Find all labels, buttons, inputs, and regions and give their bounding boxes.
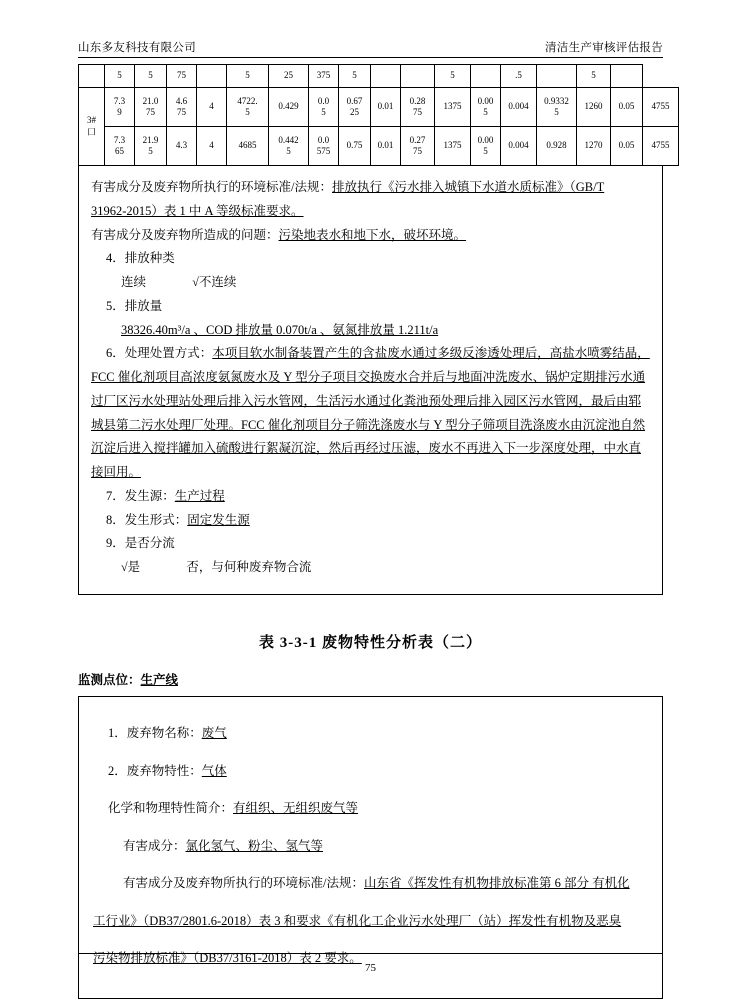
monitor-point (78, 670, 663, 688)
page-header (78, 0, 663, 58)
treatment-value-l3: 过厂区污水处理站处理后排入污水管网，生活污水通过化粪池预处理后排入园区污水管网，最后由郓 (91, 393, 642, 408)
item-6-line2 (91, 366, 650, 390)
cell: 7.3 9 (105, 88, 135, 127)
monitor-point-label: 监测点位： (78, 672, 141, 687)
cell: 0.01 (371, 88, 401, 127)
cell: 75 (167, 65, 197, 88)
cell: 0.05 (611, 127, 643, 166)
standards2-label: 有害成分及废弃物所执行的环境标准/法规： (123, 876, 364, 891)
cell: 0.928 (537, 127, 577, 166)
page-footer (78, 953, 663, 974)
standards-label: 有害成分及废弃物所执行的环境标准/法规： (91, 180, 332, 194)
chem-phys-line (93, 796, 648, 821)
cell: 5 (105, 65, 135, 88)
standards-value-line2: 31962-2015）表 1 中 A 等级标准要求。 (91, 203, 304, 218)
cell: 1260 (577, 88, 611, 127)
item-7-line (91, 485, 650, 509)
cell: 5 (435, 65, 471, 88)
header-report-title: 清洁生产审核评估报告 (545, 42, 663, 54)
standards2-value-l1: 山东省《挥发性有机物排放标准第 6 部分 有机化 (363, 876, 630, 891)
item-6-line3 (91, 390, 650, 414)
item-6-line6 (91, 461, 650, 485)
page-title: 表 3-3-1 废物特性分析表（二） (259, 634, 482, 651)
cell: 0.429 (269, 88, 309, 127)
waste-property-line (93, 759, 648, 784)
item-4-title: 4．排放种类 (106, 251, 175, 266)
standards2-line2 (93, 909, 648, 934)
item-6-line4 (91, 414, 650, 438)
item-9-options (91, 556, 650, 580)
cell: 4755 (643, 88, 679, 127)
cell: 0.67 25 (339, 88, 371, 127)
table-row (79, 88, 679, 127)
row-label (79, 65, 105, 88)
option-discontinuous: 不连续 (198, 275, 237, 289)
treatment-label: 6．处理处置方式： (106, 346, 213, 361)
cell: 0.75 (339, 127, 371, 166)
cell: 4.3 (167, 127, 197, 166)
cell: 0.05 (611, 88, 643, 127)
cell: 0.0 5 (309, 88, 339, 127)
cell: 0.27 75 (401, 127, 435, 166)
waste-characteristics-box-1 (78, 166, 663, 595)
item-6-line5 (91, 437, 650, 461)
waste-name-value: 废气 (201, 726, 227, 741)
table-row (79, 65, 679, 88)
cell: 0.01 (371, 127, 401, 166)
option-yes: 是 (127, 560, 141, 574)
cell: 5 (577, 65, 611, 88)
cell (471, 65, 501, 88)
standards-line (91, 176, 650, 200)
harmful-components-label: 有害成分： (123, 838, 186, 853)
item-5-title: 5．排放量 (106, 298, 163, 313)
cell: 4 (197, 127, 227, 166)
cell (537, 65, 577, 88)
waste-name-line (93, 721, 648, 746)
chem-phys-value: 有组织、无组织废气等 (233, 801, 359, 816)
cell: .5 (501, 65, 537, 88)
treatment-value-l2: FCC 催化剂项目高浓度氨氮废水及 Y 型分子项目交换废水合并后与地面冲洗废水、锅炉定期排污水通 (91, 370, 646, 384)
option-continuous: 连续 (121, 275, 147, 289)
footer-divider (78, 953, 663, 954)
table-row (79, 127, 679, 166)
cell: 0.004 (501, 127, 537, 166)
treatment-value-l4: 城县第二污水处理厂处理。FCC 催化剂项目分子筛洗涤废水与 Y 型分子筛项目洗涤废水由沉淀池自然 (91, 417, 646, 432)
problems-value: 污染地表水和地下水，破坏环境。 (278, 227, 467, 242)
cell: 4.6 75 (167, 88, 197, 127)
discharge-amount-value: 38326.40m³/a 、COD 排放量 0.070t/a 、氨氮排放量 1.211t/a (121, 322, 439, 337)
item-6-line (91, 342, 650, 366)
waste-property-value: 气体 (201, 763, 227, 778)
form-label: 8．发生形式： (106, 512, 188, 527)
cell: 1270 (577, 127, 611, 166)
cell (611, 65, 643, 88)
treatment-value-l6: 接回用。 (91, 465, 142, 479)
cell: 1375 (435, 127, 471, 166)
header-divider (78, 57, 663, 58)
cell: 5 (227, 65, 269, 88)
cell: 1375 (435, 88, 471, 127)
problems-label: 有害成分及废弃物所造成的问题： (91, 227, 279, 242)
source-value: 生产过程 (174, 488, 225, 503)
cell: 4685 (227, 127, 269, 166)
item-4-options (91, 271, 650, 295)
monitor-point-value: 生产线 (140, 672, 179, 687)
cell: 4 (197, 88, 227, 127)
cell: 21.0 75 (135, 88, 167, 127)
item-8-line (91, 509, 650, 533)
measurement-data-table (78, 64, 679, 166)
page-number: 75 (365, 962, 376, 974)
waste-property-label: 2．废弃物特性： (108, 763, 202, 778)
cell: 4722. 5 (227, 88, 269, 127)
standards2-value-l3: 污染物排放标准》（DB37/3161-2018）表 2 要求。 (93, 951, 362, 966)
cell: 21.9 5 (135, 127, 167, 166)
cell (371, 65, 401, 88)
cell: 0.00 5 (471, 88, 501, 127)
cell: 0.28 75 (401, 88, 435, 127)
cell: 5 (339, 65, 371, 88)
standards-line-2 (91, 200, 650, 224)
cell: 0.004 (501, 88, 537, 127)
source-label: 7．发生源： (106, 488, 175, 503)
chem-phys-label: 化学和物理特性简介： (108, 801, 234, 816)
form-value: 固定发生源 (187, 512, 250, 527)
waste-name-label: 1．废弃物名称： (108, 726, 202, 741)
standards2-value-l2: 工行业》（DB37/2801.6-2018）表 3 和要求《有机化工企业污水处理厂（站）挥发性有机物及恶臭 (93, 913, 622, 928)
standards2-line (93, 871, 648, 896)
cell: 0.00 5 (471, 127, 501, 166)
cell: 4755 (643, 127, 679, 166)
harmful-components-value: 氯化氢气、粉尘、氢气等 (185, 838, 324, 853)
problems-line (91, 224, 650, 248)
cell: 375 (309, 65, 339, 88)
header-company-name: 山东多友科技有限公司 (78, 42, 196, 54)
cell: 0.0 575 (309, 127, 339, 166)
item-5-value (91, 319, 650, 343)
option-no: 否，与何种废弃物合流 (186, 560, 312, 574)
cell (401, 65, 435, 88)
cell (197, 65, 227, 88)
row-label-3kou: 3# 口 (79, 88, 105, 166)
standards-value-line1: 排放执行《污水排入城镇下水道水质标准》（GB/T (331, 180, 605, 194)
checkmark-yes: √ (121, 560, 128, 574)
cell: 7.3 65 (105, 127, 135, 166)
cell: 0.442 5 (269, 127, 309, 166)
cell: 0.9332 5 (537, 88, 577, 127)
item-9-title: 9．是否分流 (106, 536, 175, 551)
harmful-components-line (93, 834, 648, 859)
cell: 5 (135, 65, 167, 88)
checkmark-discontinuous: √ (192, 275, 199, 289)
cell: 25 (269, 65, 309, 88)
treatment-value-l5: 沉淀后进入搅拌罐加入硫酸进行絮凝沉淀，然后再经过压滤，废水不再进入下一步深度处理，中水直 (91, 441, 642, 456)
treatment-value-l1: 本项目软水制备装置产生的含盐废水通过多级反渗透处理后，高盐水喷雾结晶， (212, 346, 650, 361)
